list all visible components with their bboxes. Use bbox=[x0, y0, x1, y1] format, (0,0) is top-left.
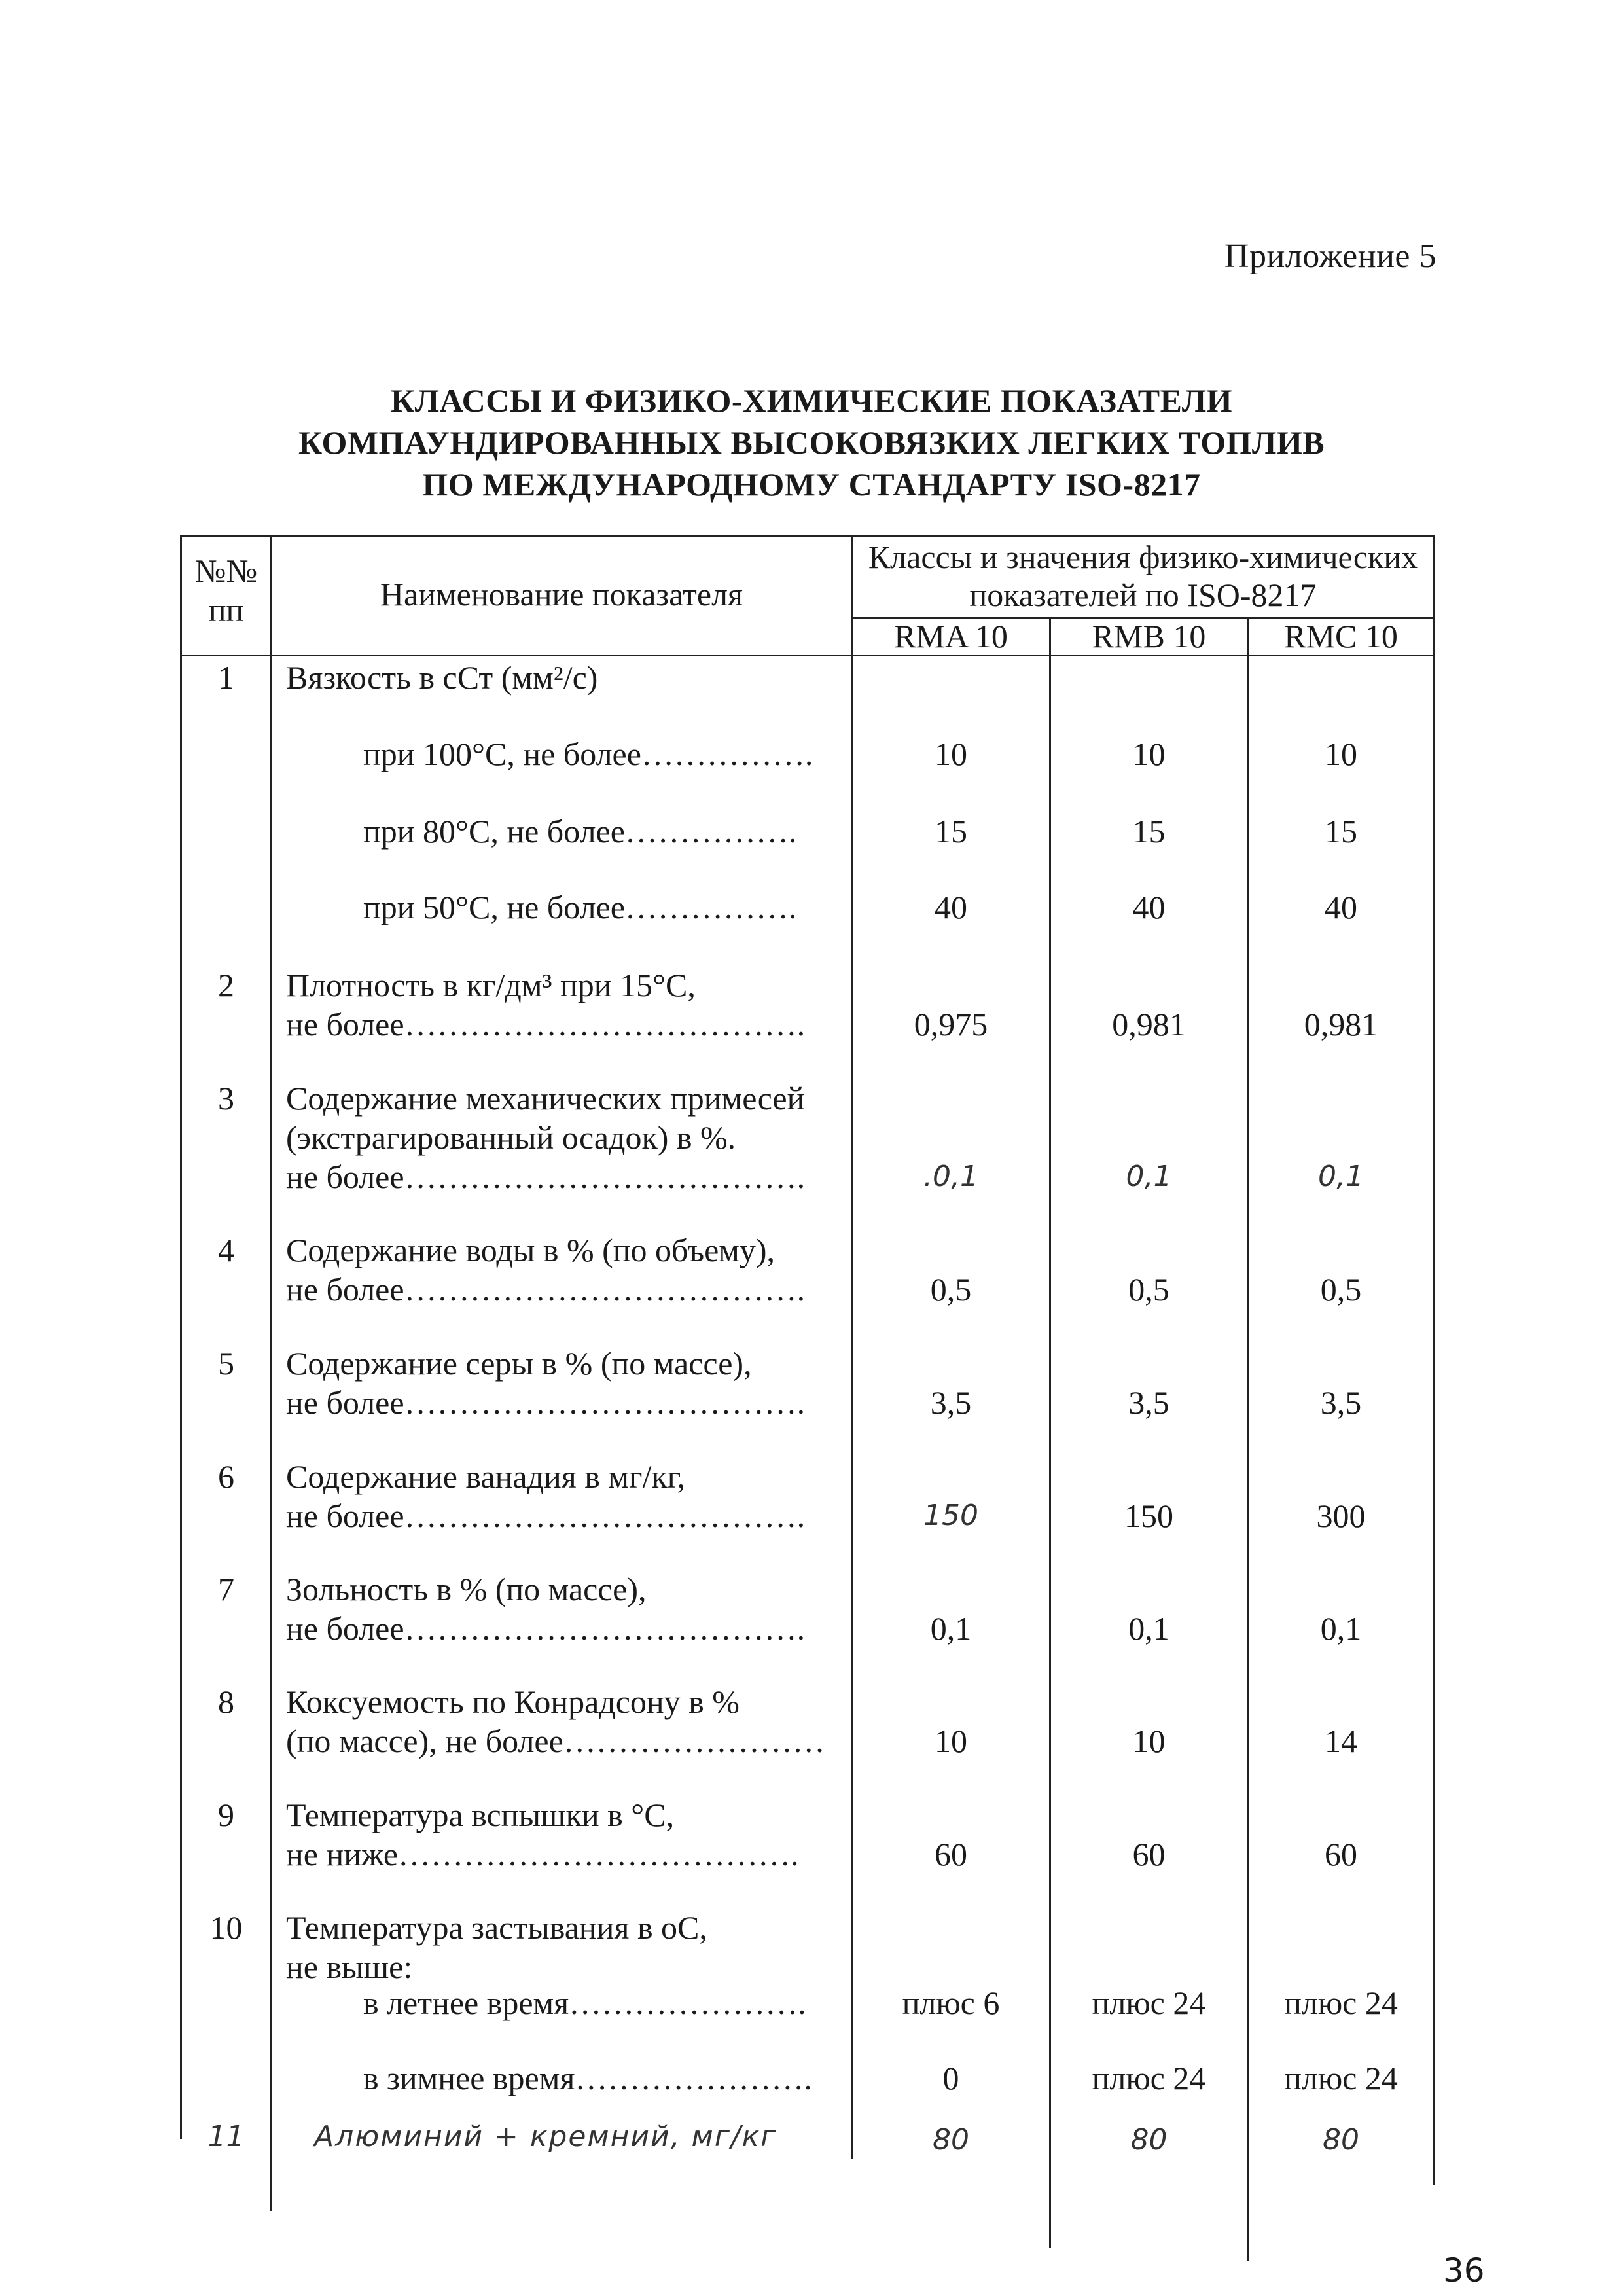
row-5-rmc: 3,5 bbox=[1320, 1384, 1362, 1421]
row-4-name: Содержание воды в % (по объему), не более………………………………. bbox=[286, 1232, 806, 1308]
row-7-rma: 0,1 bbox=[930, 1610, 972, 1647]
row-3-name: Содержание механических примесей (экстрагированный осадок) в %. не более………………………………. bbox=[286, 1080, 806, 1195]
row-3-rmb: 0,1 bbox=[1126, 1160, 1172, 1193]
row-10-summer-rmb: плюс 24 bbox=[1092, 1984, 1206, 2021]
row-11-rmb: 80 bbox=[1130, 2123, 1168, 2157]
row-1c-label: при 50°С, не более……………. bbox=[363, 889, 797, 925]
row-1a-rma: 10 bbox=[935, 736, 967, 772]
row-1c-rma: 40 bbox=[935, 889, 967, 925]
row-7-rmc: 0,1 bbox=[1320, 1610, 1362, 1647]
row-1a-rmc: 10 bbox=[1325, 736, 1357, 772]
row-9-num: 9 bbox=[218, 1797, 234, 1833]
table-left-border bbox=[180, 535, 182, 2139]
row-1-name: Вязкость в сСт (мм²/с) bbox=[286, 659, 598, 696]
row-9-rma: 60 bbox=[935, 1836, 967, 1873]
row-11-rma: 80 bbox=[933, 2123, 969, 2157]
row-2-rmc: 0,981 bbox=[1304, 1006, 1378, 1043]
header-classes: Классы и значения физико-химических показателей по ISO-8217 bbox=[868, 539, 1418, 613]
row-10-winter-rmc: плюс 24 bbox=[1284, 2060, 1398, 2096]
row-6-rmc: 300 bbox=[1316, 1498, 1366, 1534]
row-1c-rmc: 40 bbox=[1325, 889, 1357, 925]
title-line-2: КОМПАУНДИРОВАННЫХ ВЫСОКОВЯЗКИХ ЛЕГКИХ ТОПЛИВ bbox=[298, 424, 1325, 461]
row-11-rmc: 80 bbox=[1323, 2123, 1359, 2157]
row-2-num: 2 bbox=[218, 967, 234, 1003]
row-10-num: 10 bbox=[209, 1909, 243, 1946]
row-4-rmb: 0,5 bbox=[1128, 1271, 1169, 1308]
header-col-rmc10: RMC 10 bbox=[1284, 618, 1398, 655]
row-10-summer-rmc: плюс 24 bbox=[1284, 1984, 1398, 2021]
row-8-rmc: 14 bbox=[1325, 1723, 1357, 1759]
row-8-name: Коксуемость по Конрадсону в % (по массе), не более…………………… bbox=[286, 1683, 825, 1759]
row-10-winter-rma: 0 bbox=[942, 2060, 959, 2096]
row-10-summer-rma: плюс 6 bbox=[902, 1984, 1000, 2021]
row-6-rmb: 150 bbox=[1124, 1498, 1173, 1534]
row-2-rma: 0,975 bbox=[914, 1006, 988, 1043]
row-9-rmc: 60 bbox=[1325, 1836, 1357, 1873]
row-6-rma: 150 bbox=[923, 1499, 978, 1532]
row-10-winter-label: в зимнее время…………………. bbox=[363, 2060, 812, 2096]
row-1-num: 1 bbox=[218, 659, 234, 696]
row-7-rmb: 0,1 bbox=[1128, 1610, 1169, 1647]
row-5-rmb: 3,5 bbox=[1128, 1384, 1169, 1421]
col-divider-num bbox=[270, 535, 272, 2211]
row-11-num: 11 bbox=[207, 2120, 245, 2153]
row-5-name: Содержание серы в % (по массе), не более………………………………. bbox=[286, 1345, 806, 1421]
row-4-num: 4 bbox=[218, 1232, 234, 1268]
header-col-rmb10: RMB 10 bbox=[1092, 618, 1206, 655]
row-6-num: 6 bbox=[218, 1458, 234, 1495]
row-4-rmc: 0,5 bbox=[1320, 1271, 1362, 1308]
row-8-num: 8 bbox=[218, 1683, 234, 1720]
row-7-num: 7 bbox=[218, 1571, 234, 1607]
header-col-rma10: RMA 10 bbox=[894, 618, 1008, 655]
row-1c-rmb: 40 bbox=[1132, 889, 1166, 925]
row-1b-rmb: 15 bbox=[1132, 813, 1166, 850]
title-line-1: КЛАССЫ И ФИЗИКО-ХИМИЧЕСКИЕ ПОКАЗАТЕЛИ bbox=[391, 382, 1232, 419]
row-10-summer-label: в летнее время…………………. bbox=[363, 1984, 806, 2021]
row-5-num: 5 bbox=[218, 1345, 234, 1382]
row-8-rma: 10 bbox=[935, 1723, 967, 1759]
row-8-rmb: 10 bbox=[1132, 1723, 1166, 1759]
header-name: Наименование показателя bbox=[380, 576, 743, 613]
row-1b-rma: 15 bbox=[935, 813, 967, 850]
row-6-name: Содержание ванадия в мг/кг, не более………………………………. bbox=[286, 1458, 806, 1534]
row-11-name: Алюминий + кремний, мг/кг bbox=[314, 2120, 777, 2153]
row-10-name: Температура застывания в оС, не выше: bbox=[286, 1909, 707, 1985]
row-3-rmc: 0,1 bbox=[1318, 1160, 1364, 1193]
table-right-border bbox=[1433, 535, 1435, 2185]
row-2-rmb: 0,981 bbox=[1112, 1006, 1186, 1043]
row-1b-label: при 80°С, не более……………. bbox=[363, 813, 797, 850]
title-line-3: ПО МЕЖДУНАРОДНОМУ СТАНДАРТУ ISO-8217 bbox=[422, 466, 1201, 503]
row-2-name: Плотность в кг/дм³ при 15°С, не более………………………………. bbox=[286, 967, 806, 1043]
col-divider-name bbox=[851, 535, 853, 2159]
row-7-name: Зольность в % (по массе), не более………………………………. bbox=[286, 1571, 806, 1647]
row-3-rma: .0,1 bbox=[923, 1160, 978, 1193]
row-9-rmb: 60 bbox=[1132, 1836, 1166, 1873]
header-num: №№ пп bbox=[194, 552, 258, 628]
row-3-num: 3 bbox=[218, 1080, 234, 1117]
row-1b-rmc: 15 bbox=[1325, 813, 1357, 850]
row-5-rma: 3,5 bbox=[930, 1384, 972, 1421]
row-1a-rmb: 10 bbox=[1132, 736, 1166, 772]
appendix-label: Приложение 5 bbox=[1224, 238, 1436, 275]
row-4-rma: 0,5 bbox=[930, 1271, 972, 1308]
table-top-border bbox=[180, 535, 1435, 537]
row-1a-label: при 100°С, не более……………. bbox=[363, 736, 813, 772]
page-number: 36 bbox=[1443, 2251, 1485, 2289]
row-10-winter-rmb: плюс 24 bbox=[1092, 2060, 1206, 2096]
row-9-name: Температура вспышки в °С, не ниже………………………………. bbox=[286, 1797, 799, 1873]
